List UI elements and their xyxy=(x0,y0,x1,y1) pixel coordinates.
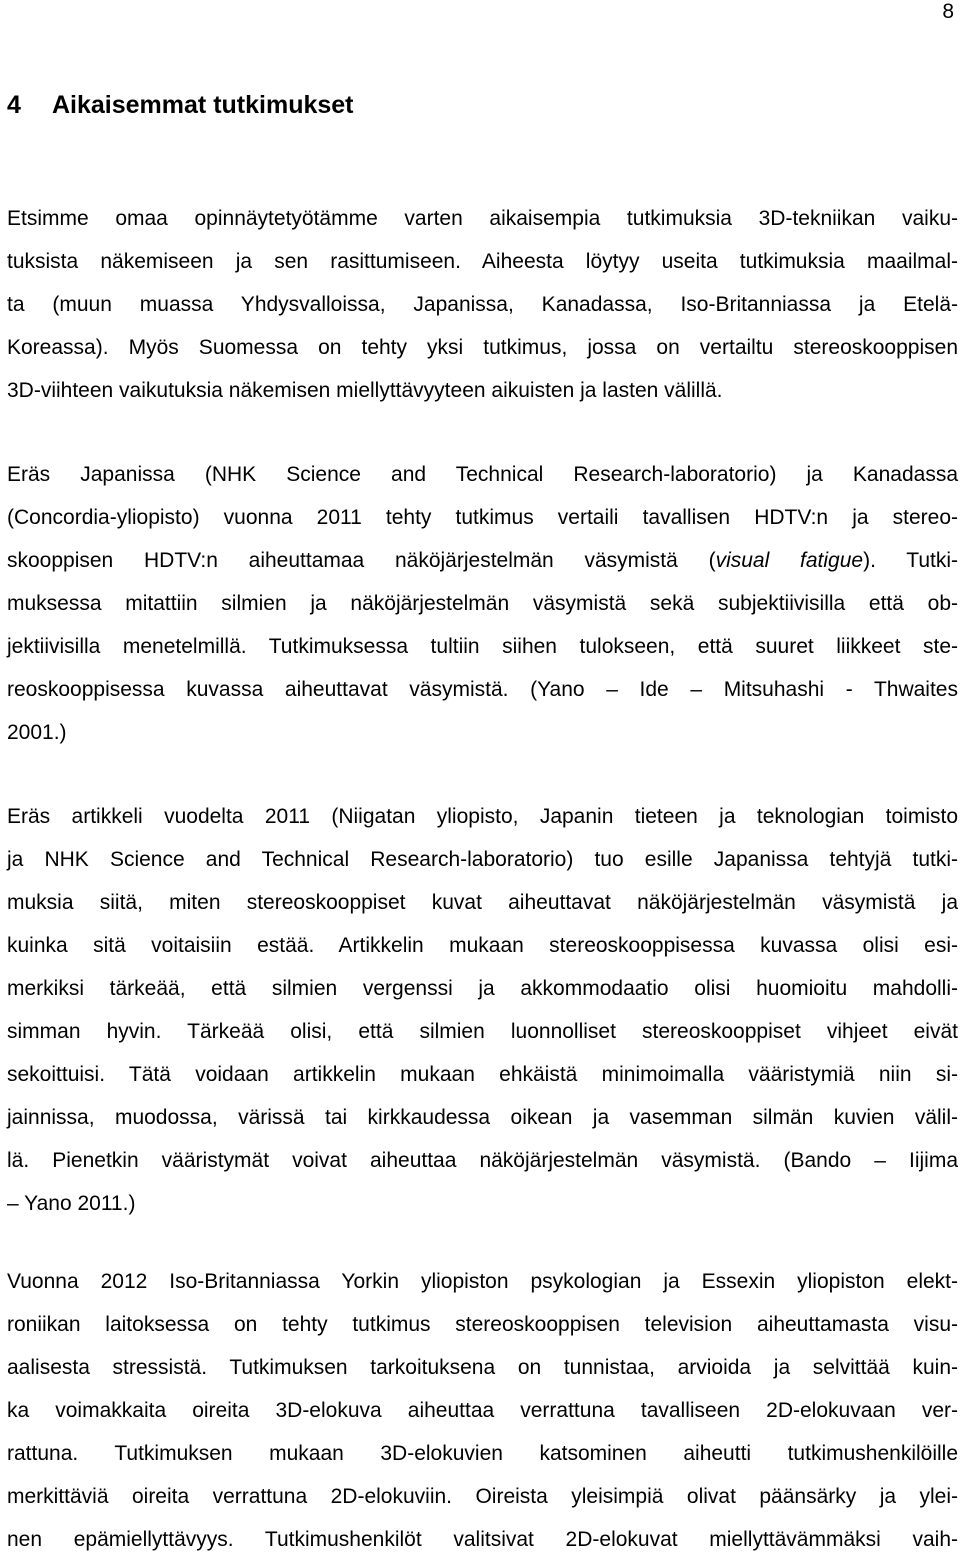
text-line: lä. Pienetkin vääristymät voivat aiheuttaa näköjärjestelmän väsymistä. (Bando – Iijima xyxy=(7,1149,958,1172)
text-line: (Concordia-yliopisto) vuonna 2011 tehty tutkimus vertaili tavallisen HDTV:n ja stereo- xyxy=(7,506,958,529)
italic-term: visual fatigue xyxy=(715,549,864,572)
text-line: ka voimakkaita oireita 3D-elokuva aiheuttaa verrattuna tavalliseen 2D-elokuvaan ver- xyxy=(7,1399,958,1422)
text-line: Vuonna 2012 Iso-Britanniassa Yorkin yliopiston psykologian ja Essexin yliopiston elekt- xyxy=(7,1270,958,1293)
text-line: muksessa mitattiin silmien ja näköjärjestelmän väsymistä sekä subjektiivisilla että ob- xyxy=(7,592,958,615)
text-line: ta (muun muassa Yhdysvalloissa, Japanissa, Kanadassa, Iso-Britanniassa ja Etelä- xyxy=(7,293,958,316)
text-line: roniikan laitoksessa on tehty tutkimus stereoskooppisen television aiheuttamasta visu- xyxy=(7,1313,958,1336)
text-line: rattuna. Tutkimuksen mukaan 3D-elokuvien katsominen aiheutti tutkimushenkilöille xyxy=(7,1442,958,1465)
section-number: 4 xyxy=(7,91,21,119)
page-number: 8 xyxy=(942,0,954,23)
text-line xyxy=(7,539,958,582)
text-segment: skooppisen HDTV:n aiheuttamaa näköjärjestelmän väsymistä ( xyxy=(7,549,716,572)
text-line: muksia siitä, miten stereoskooppiset kuvat aiheuttavat näköjärjestelmän väsymistä ja xyxy=(7,891,958,914)
text-line: merkiksi tärkeää, että silmien vergenssi ja akkommodaatio olisi huomioitu mahdolli- xyxy=(7,977,958,1000)
text-line: jektiivisilla menetelmillä. Tutkimuksessa tultiin siihen tulokseen, että suuret liikkeet ste- xyxy=(7,635,958,658)
text-line: Koreassa). Myös Suomessa on tehty yksi tutkimus, jossa on vertailtu stereoskooppisen xyxy=(7,336,958,359)
section-title: Aikaisemmat tutkimukset xyxy=(52,91,354,119)
paragraph-1 xyxy=(7,197,958,412)
text-line: Etsimme omaa opinnäytetyötämme varten aikaisempia tutkimuksia 3D-tekniikan vaiku- xyxy=(7,207,958,230)
text-line: Eräs artikkeli vuodelta 2011 (Niigatan yliopisto, Japanin tieteen ja teknologian toimisto xyxy=(7,805,958,828)
text-line: Eräs Japanissa (NHK Science and Technical Research-laboratorio) ja Kanadassa xyxy=(7,463,958,486)
text-line: – Yano 2011.) xyxy=(7,1192,136,1215)
text-segment: ). Tutki- xyxy=(863,549,958,572)
section-heading xyxy=(7,88,354,122)
text-line: aalisesta stressistä. Tutkimuksen tarkoituksena on tunnistaa, arvioida ja selvittää kuin- xyxy=(7,1356,958,1379)
paragraph-3 xyxy=(7,795,958,1225)
text-line: reoskooppisessa kuvassa aiheuttavat väsymistä. (Yano – Ide – Mitsuhashi - Thwaites xyxy=(7,678,958,701)
text-line: ja NHK Science and Technical Research-laboratorio) tuo esille Japanissa tehtyjä tutki- xyxy=(7,848,958,871)
paragraph-4 xyxy=(7,1260,958,1561)
text-line: simman hyvin. Tärkeää olisi, että silmien luonnolliset stereoskooppiset vihjeet eivät xyxy=(7,1020,958,1043)
text-line: tuksista näkemiseen ja sen rasittumiseen. Aiheesta löytyy useita tutkimuksia maailmal- xyxy=(7,250,958,273)
text-line: nen epämiellyttävyys. Tutkimushenkilöt valitsivat 2D-elokuvat miellyttävämmäksi vaih- xyxy=(7,1528,958,1551)
text-line: merkittäviä oireita verrattuna 2D-elokuviin. Oireista yleisimpiä olivat päänsärky ja ylei- xyxy=(7,1485,958,1508)
paragraph-2 xyxy=(7,453,958,754)
text-line: sekoittuisi. Tätä voidaan artikkelin mukaan ehkäistä minimoimalla vääristymiä niin si- xyxy=(7,1063,958,1086)
text-line: 2001.) xyxy=(7,721,67,744)
text-line: 3D-viihteen vaikutuksia näkemisen miellyttävyyteen aikuisten ja lasten välillä. xyxy=(7,379,723,402)
text-line: kuinka sitä voitaisiin estää. Artikkelin mukaan stereoskooppisessa kuvassa olisi esi- xyxy=(7,934,958,957)
text-line: jainnissa, muodossa, värissä tai kirkkaudessa oikean ja vasemman silmän kuvien välil- xyxy=(7,1106,958,1129)
